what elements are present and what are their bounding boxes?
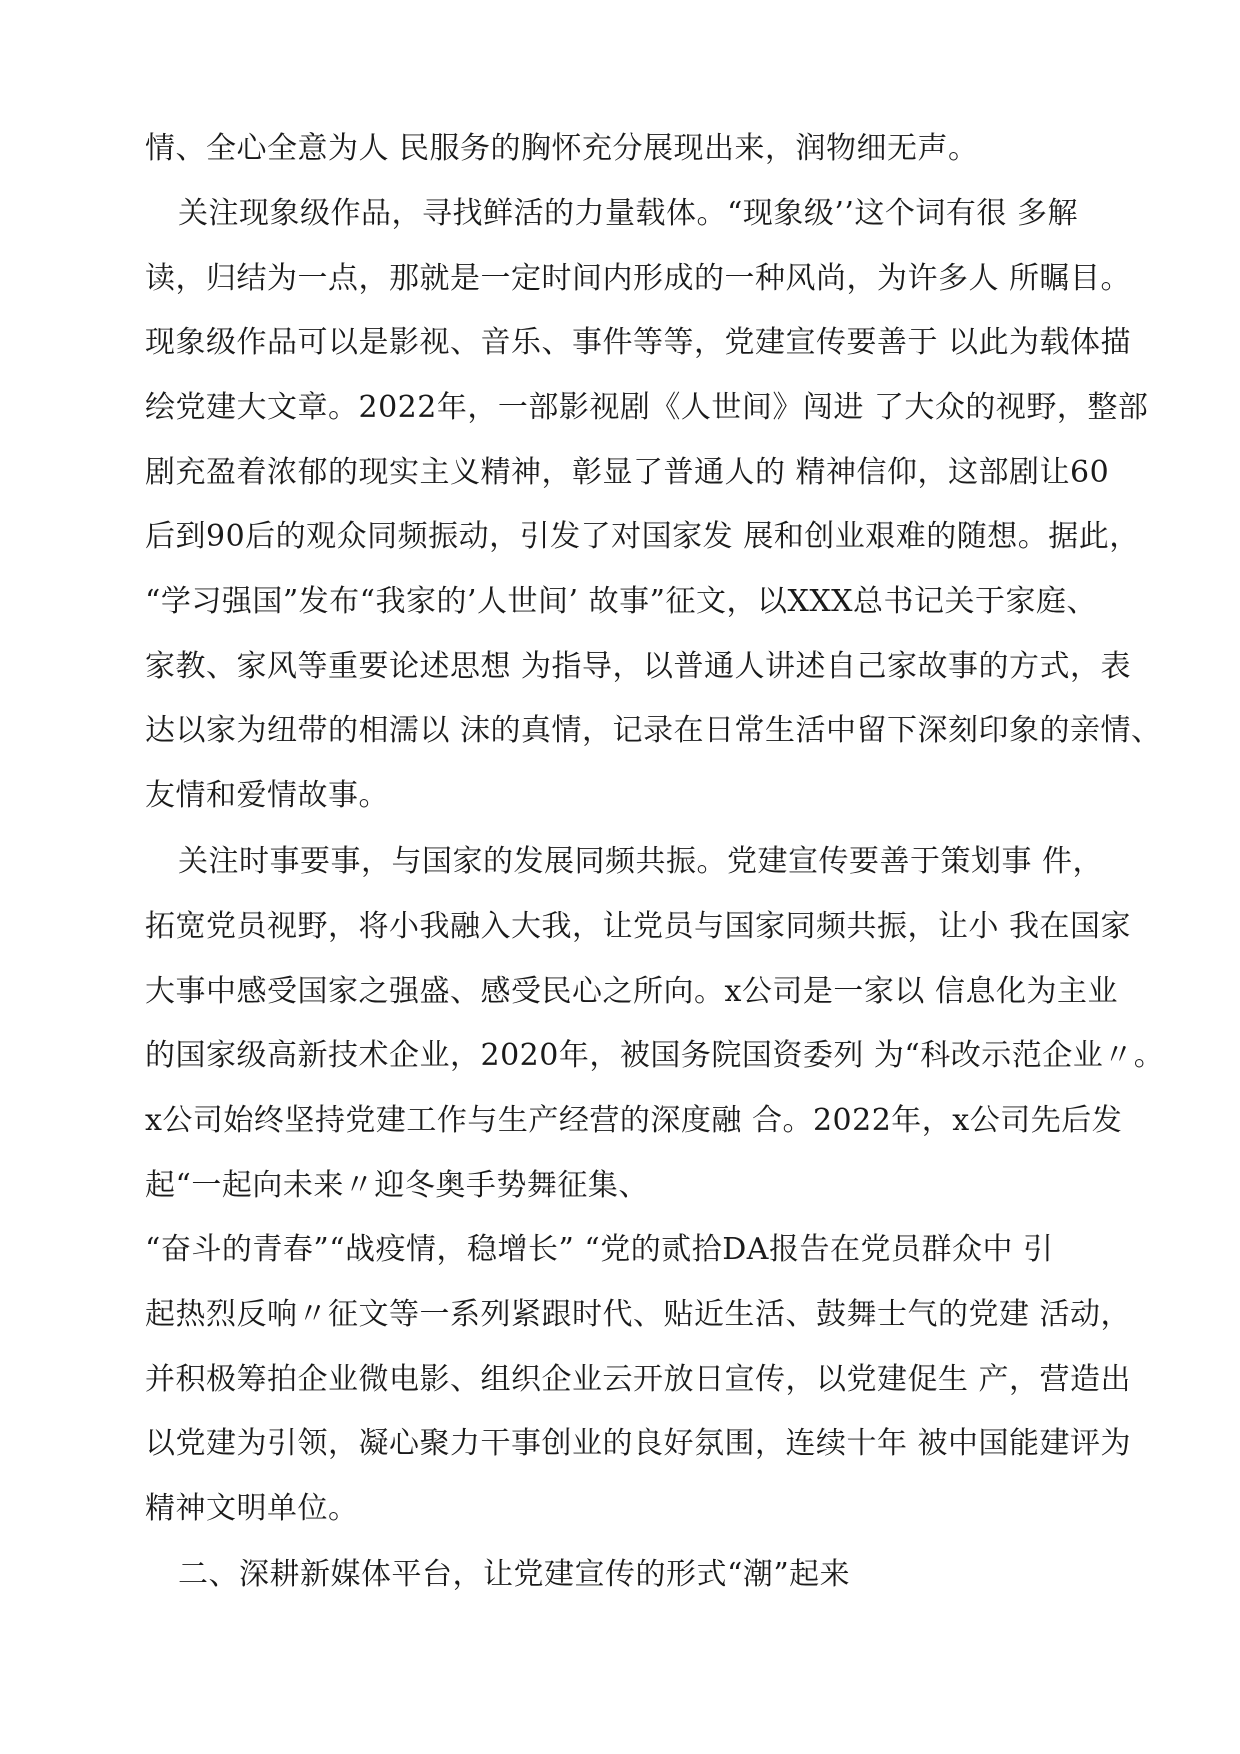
text-line: 起热烈反响〃征文等一系列紧跟时代、贴近生活、鼓舞士气的党建 活动， (145, 1297, 1132, 1332)
section-heading: 二、深耕新媒体平台，让党建宣传的形式“潮”起来 (178, 1557, 851, 1592)
text-line: 以党建为引领，凝心聚力干事创业的良好氛围，连续十年 被中国能建评为 (145, 1426, 1132, 1461)
text-line: 现象级作品可以是影视、音乐、事件等等，党建宣传要善于 以此为载体描 (145, 325, 1132, 360)
text-line: 读，归结为一点，那就是一定时间内形成的一种风尚，为许多人 所瞩目。 (145, 261, 1132, 296)
text-line: 精神文明单位。 (145, 1491, 359, 1526)
paragraph-start-line: 关注时事要事，与国家的发展同频共振。党建宣传要善于策划事 件， (178, 844, 1104, 879)
text-line: 的国家级高新技术企业，2020年，被国务院国资委列 为“科改示范企业〃。 (145, 1038, 1165, 1073)
text-line: 绘党建大文章。2022年，一部影视剧《人世间》闯进 了大众的视野，整部 (145, 390, 1149, 425)
text-line: “学习强国”发布“我家的’人世间’ 故事”征文，以XXX总书记关于家庭、 (145, 584, 1098, 619)
text-line: 情、全心全意为人 民服务的胸怀充分展现出来，润物细无声。 (145, 131, 979, 166)
text-line: 家教、家风等重要论述思想 为指导，以普通人讲述自己家故事的方式，表 (145, 649, 1132, 684)
text-line: 并积极筹拍企业微电影、组织企业云开放日宣传，以党建促生 产，营造出 (145, 1362, 1132, 1397)
paragraph-start-line: 关注现象级作品，寻找鲜活的力量载体。“现象级’’这个词有很 多解 (178, 196, 1078, 231)
text-line: 起“一起向未来〃迎冬奥手势舞征集、 (145, 1168, 649, 1203)
text-line: 剧充盈着浓郁的现实主义精神，彰显了普通人的 精神信仰，这部剧让60 (145, 455, 1110, 490)
text-line: x公司始终坚持党建工作与生产经营的深度融 合。2022年，x公司先后发 (145, 1103, 1123, 1138)
text-line: 达以家为纽带的相濡以 沫的真情，记录在日常生活中留下深刻印象的亲情、 (145, 713, 1162, 748)
text-line: 后到90后的观众同频振动，引发了对国家发 展和创业艰难的随想。据此， (145, 519, 1140, 554)
text-line: 友情和爱情故事。 (145, 778, 389, 813)
text-line: “奋斗的青春”“战疫情，稳增长” “党的贰拾DA报告在党员群众中 引 (145, 1232, 1054, 1267)
text-line: 拓宽党员视野，将小我融入大我，让党员与国家同频共振，让小 我在国家 (145, 909, 1132, 944)
text-line: 大事中感受国家之强盛、感受民心之所向。x公司是一家以 信息化为主业 (145, 974, 1118, 1009)
